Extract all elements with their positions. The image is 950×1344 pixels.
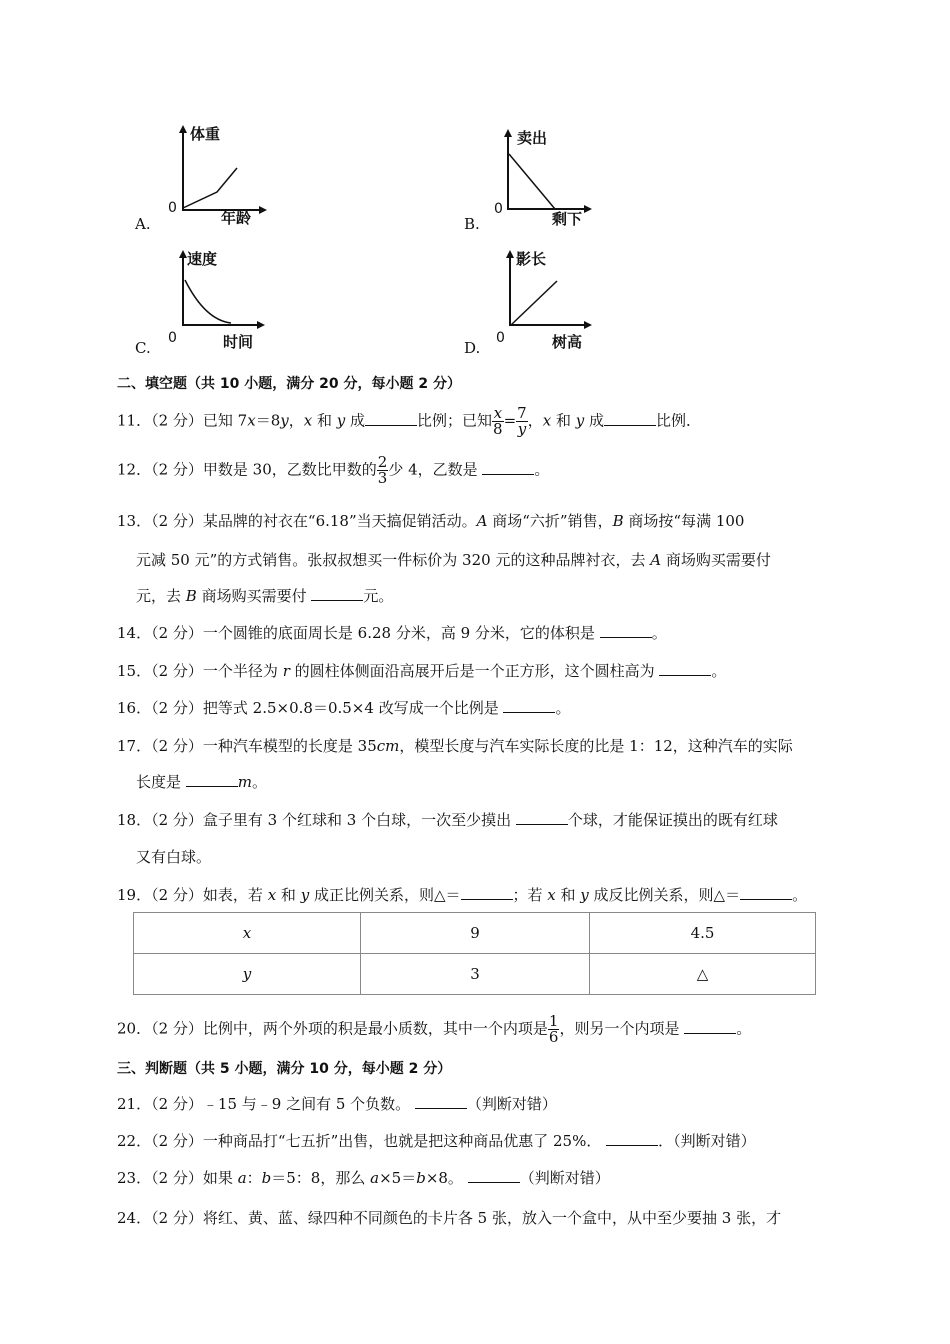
answer-blank[interactable] (468, 1168, 520, 1183)
fraction-7-over-y: $\frac{7}{y}$ (517, 404, 527, 438)
option-b-label: B. (464, 215, 480, 233)
graph-d-origin: 0 (496, 330, 505, 346)
graph-b-origin: 0 (494, 201, 503, 217)
question-24: 24．（2 分）将红、黄、蓝、绿四种不同颜色的卡片各 5 张，放入一个盒中，从中至少要抽 3 张，才 (117, 1209, 782, 1227)
question-23: 23．（2 分）如果 a：b＝5：8，那么 a×5＝b×8。 （判断对错） (117, 1169, 610, 1187)
question-17-line-2: 长度是 m。 (136, 773, 268, 791)
answer-blank[interactable] (503, 698, 555, 713)
question-13: 13．（2 分）某品牌的衬衣在“6.18”当天搞促销活动。A 商场“六折”销售，B 商场按“每满 100 (117, 512, 745, 530)
graph-b-x-label: 剩下 (552, 210, 583, 228)
answer-blank[interactable] (516, 810, 568, 825)
answer-blank[interactable] (606, 1131, 658, 1146)
section-judge-header: 三、判断题（共 5 小题，满分 10 分，每小题 2 分） (117, 1061, 452, 1077)
question-13-line-3: 元，去 B 商场购买需要付 元。 (136, 587, 394, 605)
table-row: y 3 △ (134, 954, 816, 995)
question-20: 20．（2 分）比例中，两个外项的积是最小质数，其中一个内项是 $\frac{1}{6}$ ，则另一个内项是 。 (117, 1012, 752, 1046)
graph-c-x-label: 时间 (223, 333, 254, 350)
graph-c-origin: 0 (168, 330, 177, 346)
graph-c-y-label: 速度 (187, 250, 218, 268)
fraction-2-over-3: $\frac{2}{3}$ (377, 453, 388, 487)
graph-c (165, 245, 275, 350)
graph-a (165, 120, 275, 225)
question-15: 15．（2 分）一个半径为 r 的圆柱体侧面沿高展开后是一个正方形，这个圆柱高为 。 (117, 662, 727, 680)
question-13-line-2: 元减 50 元”的方式销售。张叔叔想买一件标价为 320 元的这种品牌衬衣，去 A 商场购买需要付 (136, 551, 771, 569)
answer-blank[interactable] (740, 885, 792, 900)
question-18: 18．（2 分）盒子里有 3 个红球和 3 个白球，一次至少摸出 个球，才能保证摸出的既有红球 (117, 811, 778, 829)
table-row: x 9 4.5 (134, 913, 816, 954)
fraction-x-over-8: $\frac{x}{8}$ (493, 404, 503, 438)
fraction-1-over-6: $\frac{1}{6}$ (548, 1012, 559, 1046)
question-22: 22．（2 分）一种商品打“七五折”出售，也就是把这种商品优惠了 25%． ．（判断对错） (117, 1132, 756, 1150)
graph-a-y-label: 体重 (190, 125, 221, 143)
graph-d (492, 245, 602, 350)
answer-blank[interactable] (482, 460, 534, 475)
question-17: 17．（2 分）一种汽车模型的长度是 35cm，模型长度与汽车实际长度的比是 1：12，这种汽车的实际 (117, 737, 793, 755)
question-18-line-2: 又有白球。 (136, 848, 212, 866)
question-16: 16．（2 分）把等式 2.5×0.8＝0.5×4 改写成一个比例是 。 (117, 699, 571, 717)
question-11: 11．（2 分）已知 7x＝8y，x 和 y 成 比例；已知 $\frac{x}{8}$ = $\frac{7}{y}$ ，x 和 y 成 比例． (117, 404, 702, 438)
answer-blank[interactable] (604, 411, 656, 426)
section-fill-header: 二、填空题（共 10 小题，满分 20 分，每小题 2 分） (117, 376, 461, 392)
answer-blank[interactable] (311, 586, 363, 601)
graph-b-y-label: 卖出 (517, 129, 548, 147)
question-14: 14．（2 分）一个圆锥的底面周长是 6.28 分米，高 9 分米，它的体积是 。 (117, 624, 667, 642)
answer-blank[interactable] (600, 623, 652, 638)
option-a-label: A. (135, 215, 151, 233)
option-c-label: C. (135, 339, 151, 357)
answer-blank[interactable] (186, 772, 238, 787)
proportion-table (133, 912, 816, 995)
graph-a-x-label: 年龄 (221, 209, 252, 225)
option-d-label: D. (464, 339, 481, 357)
answer-blank[interactable] (415, 1094, 467, 1109)
graph-a-origin: 0 (168, 200, 177, 216)
question-12: 12．（2 分）甲数是 30，乙数比甲数的 $\frac{2}{3}$ 少 4，乙数是 。 (117, 453, 550, 487)
answer-blank[interactable] (659, 661, 711, 676)
question-21: 21．（2 分）﹣15 与﹣9 之间有 5 个负数。 （判断对错） (117, 1095, 557, 1113)
answer-blank[interactable] (365, 411, 417, 426)
answer-blank[interactable] (684, 1019, 736, 1034)
graph-d-x-label: 树高 (552, 333, 583, 350)
graph-d-y-label: 影长 (516, 250, 547, 268)
graph-b (490, 124, 600, 229)
question-19: 19．（2 分）如表，若 x 和 y 成正比例关系，则△＝ ；若 x 和 y 成反比例关系，则△＝ 。 (117, 886, 808, 904)
answer-blank[interactable] (461, 885, 513, 900)
